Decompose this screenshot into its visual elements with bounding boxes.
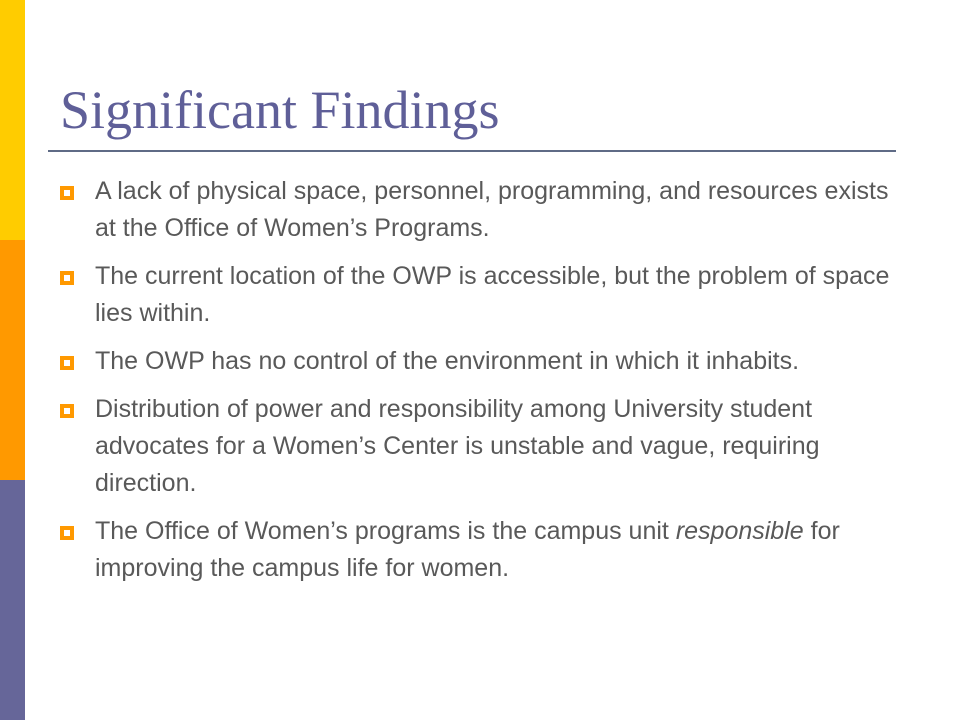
side-accent-bar-yellow	[0, 0, 25, 240]
bullet-item	[60, 343, 910, 380]
bullet-item	[60, 391, 910, 502]
bullet-text-part: for improving the campus life for women.	[95, 517, 840, 582]
title-underline	[48, 150, 896, 152]
side-accent-bar-orange	[0, 240, 25, 480]
bullet-list	[60, 173, 910, 598]
bullet-text	[95, 517, 840, 582]
side-accent-bar-purple	[0, 480, 25, 720]
bullet-item	[60, 173, 910, 247]
bullet-item	[60, 513, 910, 587]
square-outline-bullet-icon	[60, 526, 74, 540]
bullet-text: The current location of the OWP is accessible, but the problem of space lies within.	[95, 262, 890, 327]
bullet-text: A lack of physical space, personnel, programming, and resources exists at the Office of Women’s Programs.	[95, 177, 889, 242]
emphasized-word: responsible	[675, 517, 804, 545]
slide-title: Significant Findings	[60, 80, 500, 140]
bullet-text: Distribution of power and responsibility among University student advocates for a Women’s Center is unstable and vague, requiring direction.	[95, 395, 820, 497]
square-outline-bullet-icon	[60, 186, 74, 200]
square-outline-bullet-icon	[60, 356, 74, 370]
square-outline-bullet-icon	[60, 404, 74, 418]
square-outline-bullet-icon	[60, 271, 74, 285]
bullet-item	[60, 258, 910, 332]
bullet-text-part: The Office of Women’s programs is the campus unit	[95, 517, 676, 545]
bullet-text: The OWP has no control of the environment in which it inhabits.	[95, 347, 800, 375]
